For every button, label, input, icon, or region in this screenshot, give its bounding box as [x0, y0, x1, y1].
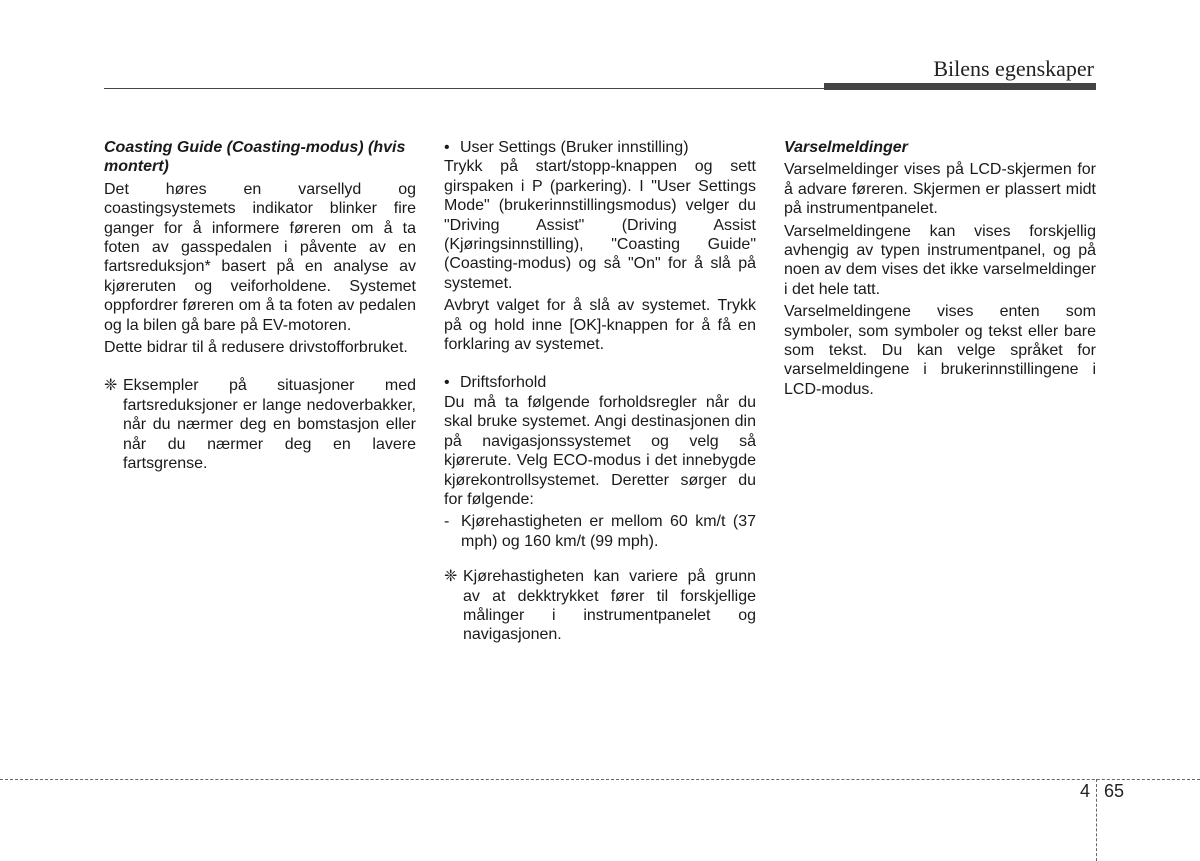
paragraph: Varselmeldingene vises enten som symboler, som symboler og tekst eller bare som tekst. Du kan velge språket for varselmeldingene i brukerinnstillingene i LCD-modus.	[784, 303, 1096, 398]
header-rule-thick	[824, 83, 1096, 90]
bullet-symbol: •	[444, 139, 450, 156]
dash-text: Kjørehastigheten er mellom 60 km/t (37 mph) og 160 km/t (99 mph).	[461, 513, 756, 550]
paragraph: Du må ta følgende forholdsregler når du skal bruke systemet. Angi destinasjonen din på navigasjonssystemet og velg så kjørerute. Velg ECO-modus i det innebygde kjørekontrollsystemet. Deretter sørger du for følgende:	[444, 393, 756, 508]
dash-item	[444, 512, 756, 551]
page-number: 65	[1104, 781, 1125, 801]
footnote-text: Kjørehastigheten kan variere på grunn av at dekktrykket fører til forskjellige målinger i instrumentpanelet og navigasjonen.	[463, 568, 756, 644]
chapter-number: 4	[1079, 781, 1090, 801]
section-heading-coasting-guide: Coasting Guide (Coasting-modus) (hvis montert)	[104, 139, 406, 176]
bullet-text: User Settings (Bruker innstilling)	[460, 139, 689, 156]
paragraph: Trykk på start/stopp-knappen og sett girspaken i P (parkering). I "User Settings Mode" (brukerinnstillingsmodus) velger du "Driving Assist" (Driving Assist (Kjøringsinnstilling), "Coasting Guide" (Coasting-modus) og så "On" for å slå på systemet.	[444, 158, 756, 292]
bullet-text: Driftsforhold	[460, 374, 547, 392]
section-heading-varselmeldinger: Varselmeldinger	[784, 139, 908, 156]
paragraph: Varselmeldinger vises på LCD-skjermen for å advare føreren. Skjermen er plassert midt på instrumentpanelet.	[784, 161, 1096, 218]
footnote-symbol: ❈	[104, 377, 118, 395]
footnote	[104, 376, 416, 473]
footer-rule	[0, 779, 1200, 780]
paragraph: Dette bidrar til å redusere drivstofforbruket.	[104, 339, 408, 357]
column-middle	[444, 138, 756, 645]
paragraph: Varselmeldingene kan vises forskjellig avhengig av typen instrumentpanel, og på noen av dem vises det ikke varselmeldinger i det hele tatt.	[784, 222, 1096, 298]
paragraph: Avbryt valget for å slå av systemet. Trykk på og hold inne [OK]-knappen for å få en forklaring av systemet.	[444, 297, 756, 354]
footnote-symbol: ❈	[444, 568, 458, 586]
header-rule-thin	[104, 88, 824, 89]
bullet-item	[444, 138, 756, 157]
dash-symbol: -	[444, 513, 450, 531]
page-header-title: Bilens egenskaper	[933, 56, 1094, 81]
footnote-text: Eksempler på situasjoner med fartsreduksjoner er lange nedoverbakker, når du nærmer deg en bomstasjon eller når du nærmer deg en lavere fartsgrense.	[123, 377, 416, 473]
column-left	[104, 138, 416, 474]
bullet-item	[444, 373, 756, 392]
footer-divider	[1096, 779, 1097, 861]
column-right	[784, 138, 1096, 402]
footnote	[444, 567, 756, 645]
bullet-symbol: •	[444, 374, 450, 392]
paragraph: Det høres en varsellyd og coastingsystemets indikator blinker fire ganger for å informere føreren om å ta foten av gasspedalen i påvente av en fartsreduksjon* basert på en analyse av kjøreruten og veiforholdene. Systemet oppfordrer føreren om å ta foten av pedalen og la bilen gå bare på EV-motoren.	[104, 180, 416, 334]
